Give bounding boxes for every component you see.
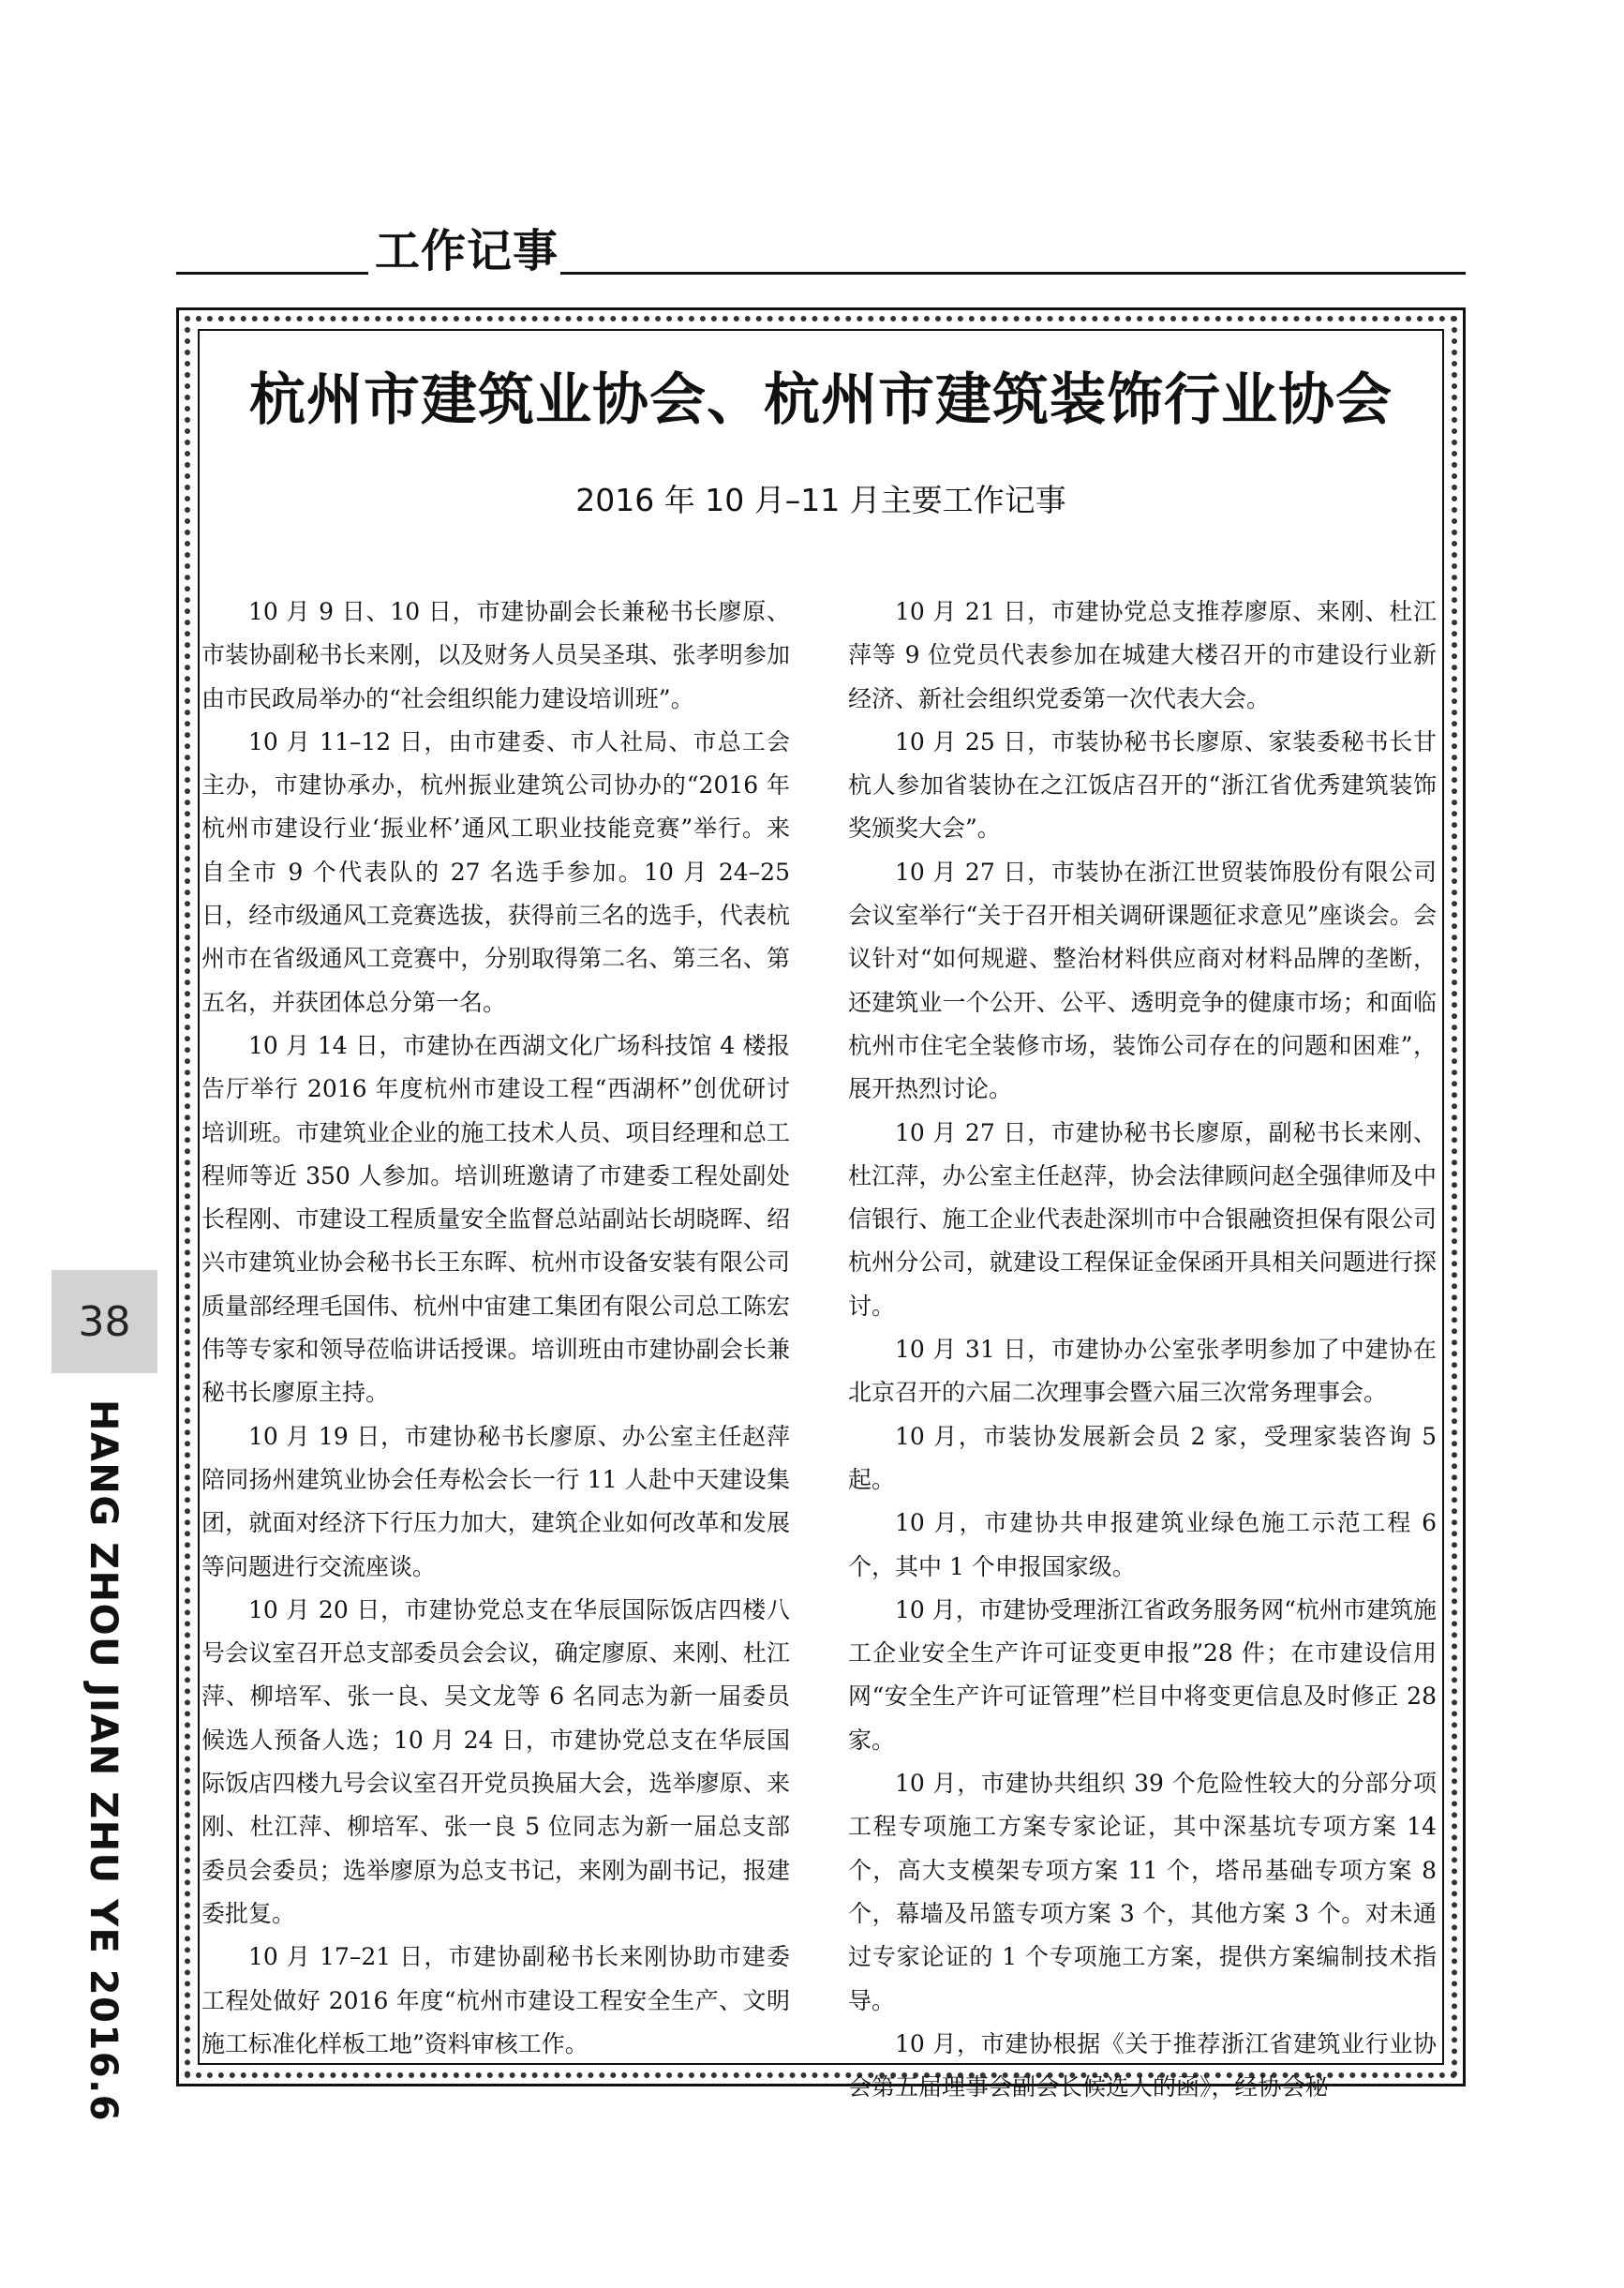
paragraph: 10 月 19 日，市建协秘书长廖原、办公室主任赵萍陪同扬州建筑业协会任寿松会长一行 11 人赴中天建设集团，就面对经济下行压力加大，建筑企业如何改革和发展等问题进行交流座谈。 bbox=[201, 1422, 790, 1580]
paragraph: 10 月，市建协受理浙江省政务服务网“杭州市建筑施工企业安全生产许可证变更申报”28 件；在市建设信用网“安全生产许可证管理”栏目中将变更信息及时修正 28 家。 bbox=[848, 1595, 1437, 1754]
article-subtitle: 2016 年 10 月–11 月主要工作记事 bbox=[575, 482, 1066, 518]
paragraph: 10 月 27 日，市装协在浙江世贸装饰股份有限公司会议室举行“关于召开相关调研课题征求意见”座谈会。会议针对“如何规避、整治材料供应商对材料品牌的垄断，还建筑业一个公开、公平、透明竞争的健康市场；和面临杭州市住宅全装修市场，装饰公司存在的问题和困难”，展开热烈讨论。 bbox=[848, 858, 1437, 1103]
paragraph: 10 月，市建协根据《关于推荐浙江省建筑业行业协会第五届理事会副会长候选人的函》，经协会秘 bbox=[848, 2029, 1437, 2101]
journal-label: HANG ZHOU JIAN ZHU YE 2016.6 bbox=[82, 1399, 125, 2123]
paragraph: 10 月 31 日，市建协办公室张孝明参加了中建协在北京召开的六届二次理事会暨六届三次常务理事会。 bbox=[848, 1336, 1437, 1407]
paragraph: 10 月 17–21 日，市建协副秘书长来刚协助市建委工程处做好 2016 年度“杭州市建设工程安全生产、文明施工标准化样板工地”资料审核工作。 bbox=[201, 1943, 790, 2057]
paragraph: 10 月 27 日，市建协秘书长廖原，副秘书长来刚、杜江萍，办公室主任赵萍，协会法律顾问赵全强律师及中信银行、施工企业代表赴深圳市中合银融资担保有限公司杭州分公司，就建设工程保证金保函开具相关问题进行探讨。 bbox=[848, 1118, 1437, 1320]
section-header bbox=[176, 223, 1466, 279]
paragraph: 10 月 25 日，市装协秘书长廖原、家装委秘书长甘杭人参加省装协在之江饭店召开的“浙江省优秀建筑装饰奖颁奖大会”。 bbox=[848, 727, 1437, 843]
article-title: 杭州市建筑业协会、杭州市建筑装饰行业协会 bbox=[249, 367, 1393, 433]
paragraph: 10 月，市建协共组织 39 个危险性较大的分部分项工程专项施工方案专家论证，其中深基坑专项方案 14 个，高大支模架专项方案 11 个，塔吊基础专项方案 8 个，幕墙及吊篮专项方案 3 个，其他方案 3 个。对未通过专家论证的 1 个专项施工方案，提供方案编制技术指导。 bbox=[848, 1770, 1437, 2014]
right-column bbox=[848, 591, 1437, 2109]
paragraph: 10 月，市装协发展新会员 2 家，受理家装咨询 5 起。 bbox=[848, 1422, 1437, 1493]
paragraph: 10 月 11–12 日，由市建委、市人社局、市总工会主办，市建协承办，杭州振业建筑公司协办的“2016 年杭州市建设行业‘振业杯’通风工职业技能竞赛”举行。来自全市 9 个代表队的 27 名选手参加。10 月 24–25 日，经市级通风工竞赛选拔，获得前三名的选手，代表杭州市在省级通风工竞赛中，分别取得第二名、第三名、第五名，并获团体总分第一名。 bbox=[201, 727, 790, 1016]
paragraph: 10 月 14 日，市建协在西湖文化广场科技馆 4 楼报告厅举行 2016 年度杭州市建设工程“西湖杯”创优研讨培训班。市建筑业企业的施工技术人员、项目经理和总工程师等近 350 人参加。培训班邀请了市建委工程处副处长程刚、市建设工程质量安全监督总站副站长胡晓晖、绍兴市建筑业协会秘书长王东晖、杭州市设备安装有限公司质量部经理毛国伟、杭州中宙建工集团有限公司总工陈宏伟等专家和领导莅临讲话授课。培训班由市建协副会长兼秘书长廖原主持。 bbox=[201, 1031, 790, 1407]
section-label: 工作记事 bbox=[375, 225, 559, 277]
header-rule-right bbox=[560, 272, 1466, 275]
header-rule-left bbox=[176, 272, 368, 275]
paragraph: 10 月 20 日，市建协党总支在华辰国际饭店四楼八号会议室召开总支部委员会会议，确定廖原、来刚、杜江萍、柳培军、张一良、吴文龙等 6 名同志为新一届委员候选人预备人选；10 月 24 日，市建协党总支在华辰国际饭店四楼九号会议室召开党员换届大会，选举廖原、来刚、杜江萍、柳培军、张一良 5 位同志为新一届总支部委员会委员；选举廖原为总支书记，来刚为副书记，报建委批复。 bbox=[201, 1595, 790, 1927]
paragraph: 10 月 9 日、10 日，市建协副会长兼秘书长廖原、市装协副秘书长来刚，以及财务人员吴圣琪、张孝明参加由市民政局举办的“社会组织能力建设培训班”。 bbox=[201, 598, 790, 712]
paragraph: 10 月，市建协共申报建筑业绿色施工示范工程 6 个，其中 1 个申报国家级。 bbox=[848, 1509, 1437, 1580]
left-column bbox=[201, 591, 790, 2066]
paragraph: 10 月 21 日，市建协党总支推荐廖原、来刚、杜江萍等 9 位党员代表参加在城建大楼召开的市建设行业新经济、新社会组织党委第一次代表大会。 bbox=[848, 598, 1437, 712]
page-number: 38 bbox=[52, 1270, 157, 1373]
